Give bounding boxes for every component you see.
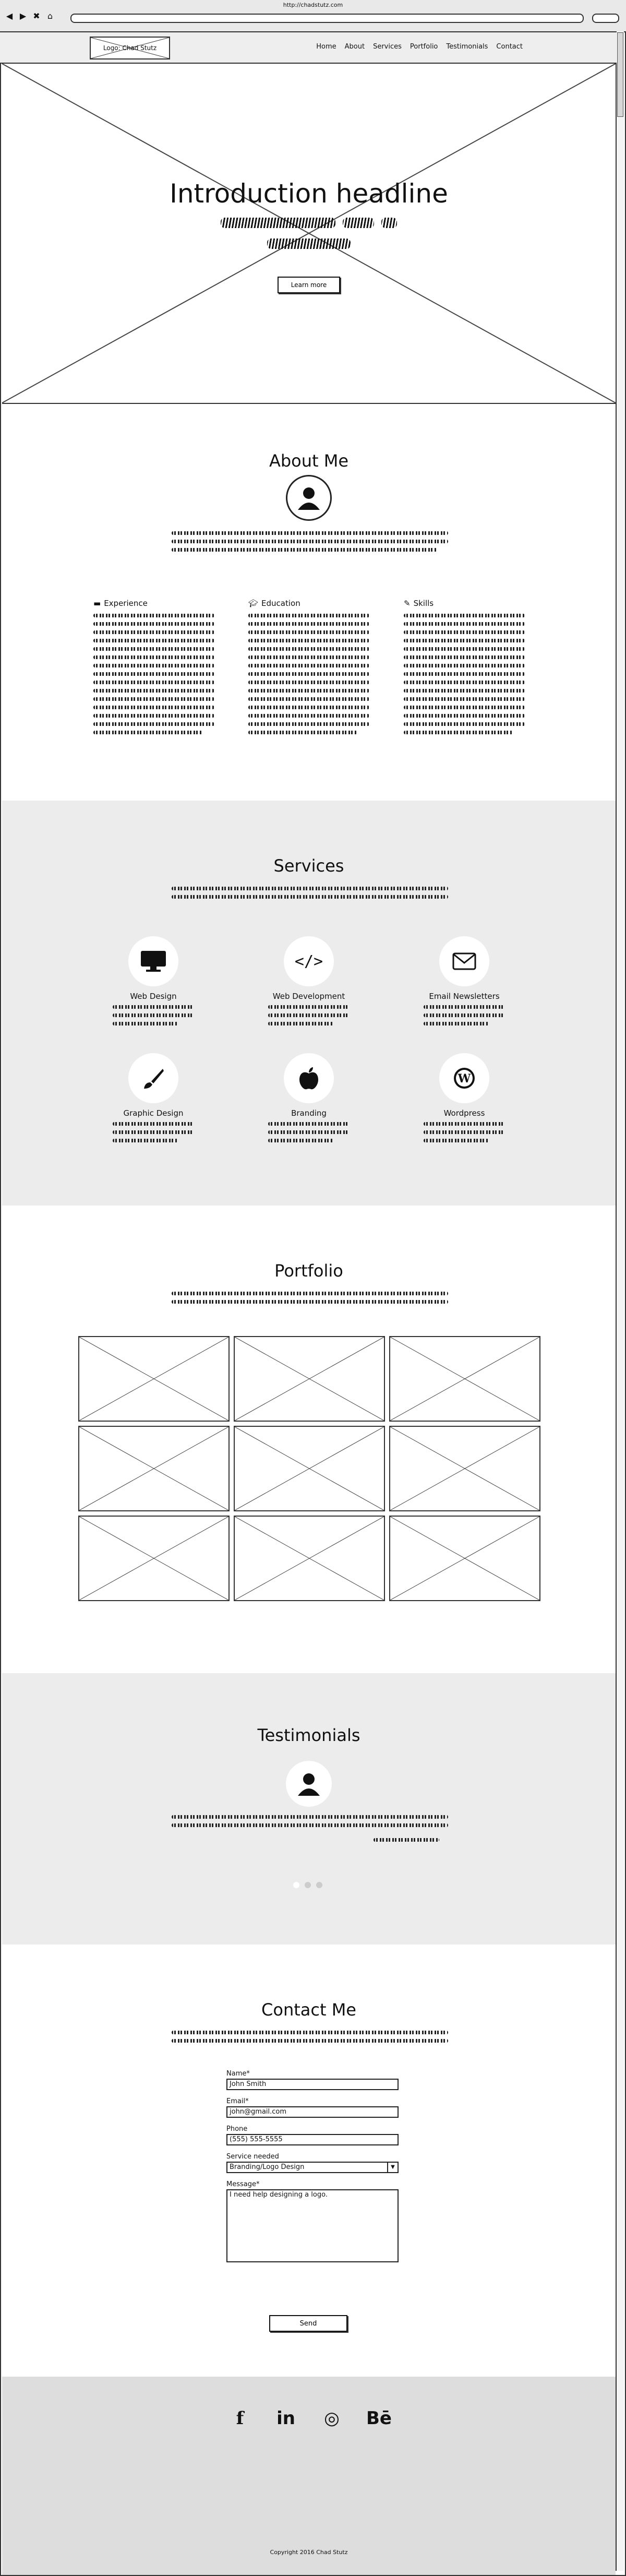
contact-form <box>226 2070 399 2328</box>
portfolio-item[interactable] <box>389 1336 540 1422</box>
browser-chrome <box>0 0 626 32</box>
monitor-icon <box>128 936 178 986</box>
education-heading: 🎓︎ Education <box>248 599 300 608</box>
portfolio-grid <box>78 1336 540 1601</box>
service-graphic-design: Graphic Design <box>123 1108 184 1118</box>
carousel-dot[interactable] <box>305 1882 311 1888</box>
skills-heading: ✎ Skills <box>404 599 434 608</box>
copyright: Copyright 2016 Chad Stutz <box>270 2549 348 2556</box>
name-field[interactable]: John Smith <box>226 2079 399 2090</box>
testimonial-avatar <box>286 1761 332 1807</box>
service-email-newsletters-text <box>424 1005 505 1030</box>
service-branding: Branding <box>291 1108 327 1118</box>
name-label: Name* <box>226 2070 250 2078</box>
nav-home[interactable]: Home <box>316 43 336 51</box>
about-section <box>2 404 616 801</box>
email-field[interactable]: john@gmail.com <box>226 2106 399 2118</box>
service-wordpress-text <box>424 1122 505 1147</box>
message-field[interactable]: I need help designing a logo. <box>226 2189 399 2262</box>
phone-field[interactable]: (555) 555-5555 <box>226 2134 399 2145</box>
service-select[interactable] <box>226 2162 399 2173</box>
carousel-dots <box>293 1882 322 1888</box>
portfolio-item[interactable] <box>234 1426 385 1511</box>
portfolio-item[interactable] <box>78 1336 230 1422</box>
service-label: Service needed <box>226 2153 279 2161</box>
hero-subtext <box>2 218 616 228</box>
testimonials-section <box>2 1673 616 1945</box>
hero-subtext-2 <box>2 238 616 249</box>
service-web-development: Web Development <box>272 992 345 1001</box>
main-nav <box>316 43 523 51</box>
site-footer <box>2 2377 616 2575</box>
envelope-icon <box>439 936 489 986</box>
learn-more-button[interactable]: Learn more <box>278 277 340 293</box>
site-header <box>0 32 617 64</box>
services-intro <box>172 887 448 903</box>
service-email-newsletters: Email Newsletters <box>429 992 500 1001</box>
contact-title: Contact Me <box>261 2000 356 2020</box>
portfolio-item[interactable] <box>78 1516 230 1601</box>
about-title: About Me <box>269 451 349 471</box>
skills-text <box>404 614 525 739</box>
code-icon: </> <box>284 936 334 986</box>
nav-about[interactable]: About <box>344 43 365 51</box>
nav-contact[interactable]: Contact <box>496 43 523 51</box>
carousel-dot[interactable] <box>293 1882 299 1888</box>
send-button[interactable]: Send <box>269 2315 347 2332</box>
services-title: Services <box>273 856 344 876</box>
graduation-cap-icon: 🎓︎ <box>248 599 259 608</box>
address-bar[interactable] <box>70 14 584 23</box>
service-web-design-text <box>113 1005 194 1030</box>
back-icon[interactable]: ◀ <box>6 10 13 21</box>
svg-text:W: W <box>458 1072 471 1086</box>
portfolio-item[interactable] <box>234 1336 385 1422</box>
portfolio-intro <box>172 1292 448 1308</box>
email-label: Email* <box>226 2097 249 2105</box>
hero-headline: Introduction headline <box>170 178 448 209</box>
nav-services[interactable]: Services <box>373 43 402 51</box>
service-web-design: Web Design <box>130 992 177 1001</box>
logo-text: Logo: Chad Stutz <box>103 44 157 52</box>
brush-icon <box>128 1053 178 1103</box>
service-wordpress: Wordpress <box>443 1108 485 1118</box>
nav-testimonials[interactable]: Testimonials <box>446 43 488 51</box>
instagram-icon[interactable]: ◎ <box>324 2408 340 2429</box>
portfolio-item[interactable] <box>389 1516 540 1601</box>
close-icon[interactable]: ✖ <box>33 10 40 21</box>
nav-portfolio[interactable]: Portfolio <box>410 43 438 51</box>
hero-section <box>2 64 616 404</box>
briefcase-icon: ▬ <box>93 599 101 608</box>
hero-image-placeholder <box>2 64 616 403</box>
services-section <box>2 801 616 1206</box>
experience-heading: ▬ Experience <box>93 599 148 608</box>
chevron-down-icon[interactable]: ▼ <box>387 2163 398 2172</box>
service-select-value: Branding/Logo Design <box>230 2163 305 2171</box>
linkedin-icon[interactable]: in <box>276 2408 295 2429</box>
experience-text <box>93 614 214 739</box>
phone-label: Phone <box>226 2125 248 2133</box>
portfolio-item[interactable] <box>234 1516 385 1601</box>
apple-icon <box>284 1053 334 1103</box>
about-intro <box>172 531 448 556</box>
scrollbar-thumb[interactable] <box>617 32 623 117</box>
wordpress-icon <box>439 1053 489 1103</box>
portfolio-title: Portfolio <box>274 1261 343 1281</box>
home-icon[interactable]: ⌂ <box>47 10 53 21</box>
testimonial-quote <box>172 1815 448 1832</box>
portfolio-item[interactable] <box>389 1426 540 1511</box>
forward-icon[interactable]: ▶ <box>19 10 27 21</box>
contact-intro <box>172 2031 448 2047</box>
facebook-icon[interactable]: f <box>236 2408 244 2429</box>
service-graphic-design-text <box>113 1122 194 1147</box>
education-text <box>248 614 369 739</box>
testimonial-author <box>374 1838 439 1846</box>
portfolio-item[interactable] <box>78 1426 230 1511</box>
service-branding-text <box>268 1122 350 1147</box>
logo[interactable] <box>90 37 170 59</box>
portfolio-section <box>2 1206 616 1673</box>
search-field[interactable] <box>592 14 619 23</box>
message-label: Message* <box>226 2180 260 2188</box>
scrollbar[interactable] <box>616 31 624 2571</box>
paint-brush-icon: ✎ <box>404 599 411 608</box>
social-links <box>228 2408 392 2429</box>
service-web-development-text <box>268 1005 350 1030</box>
testimonials-title: Testimonials <box>257 1725 360 1745</box>
avatar <box>286 475 332 521</box>
carousel-dot[interactable] <box>316 1882 322 1888</box>
behance-icon[interactable]: Bē <box>366 2408 392 2429</box>
url-title: http://chadstutz.com <box>283 2 343 8</box>
contact-section <box>2 1945 616 2377</box>
